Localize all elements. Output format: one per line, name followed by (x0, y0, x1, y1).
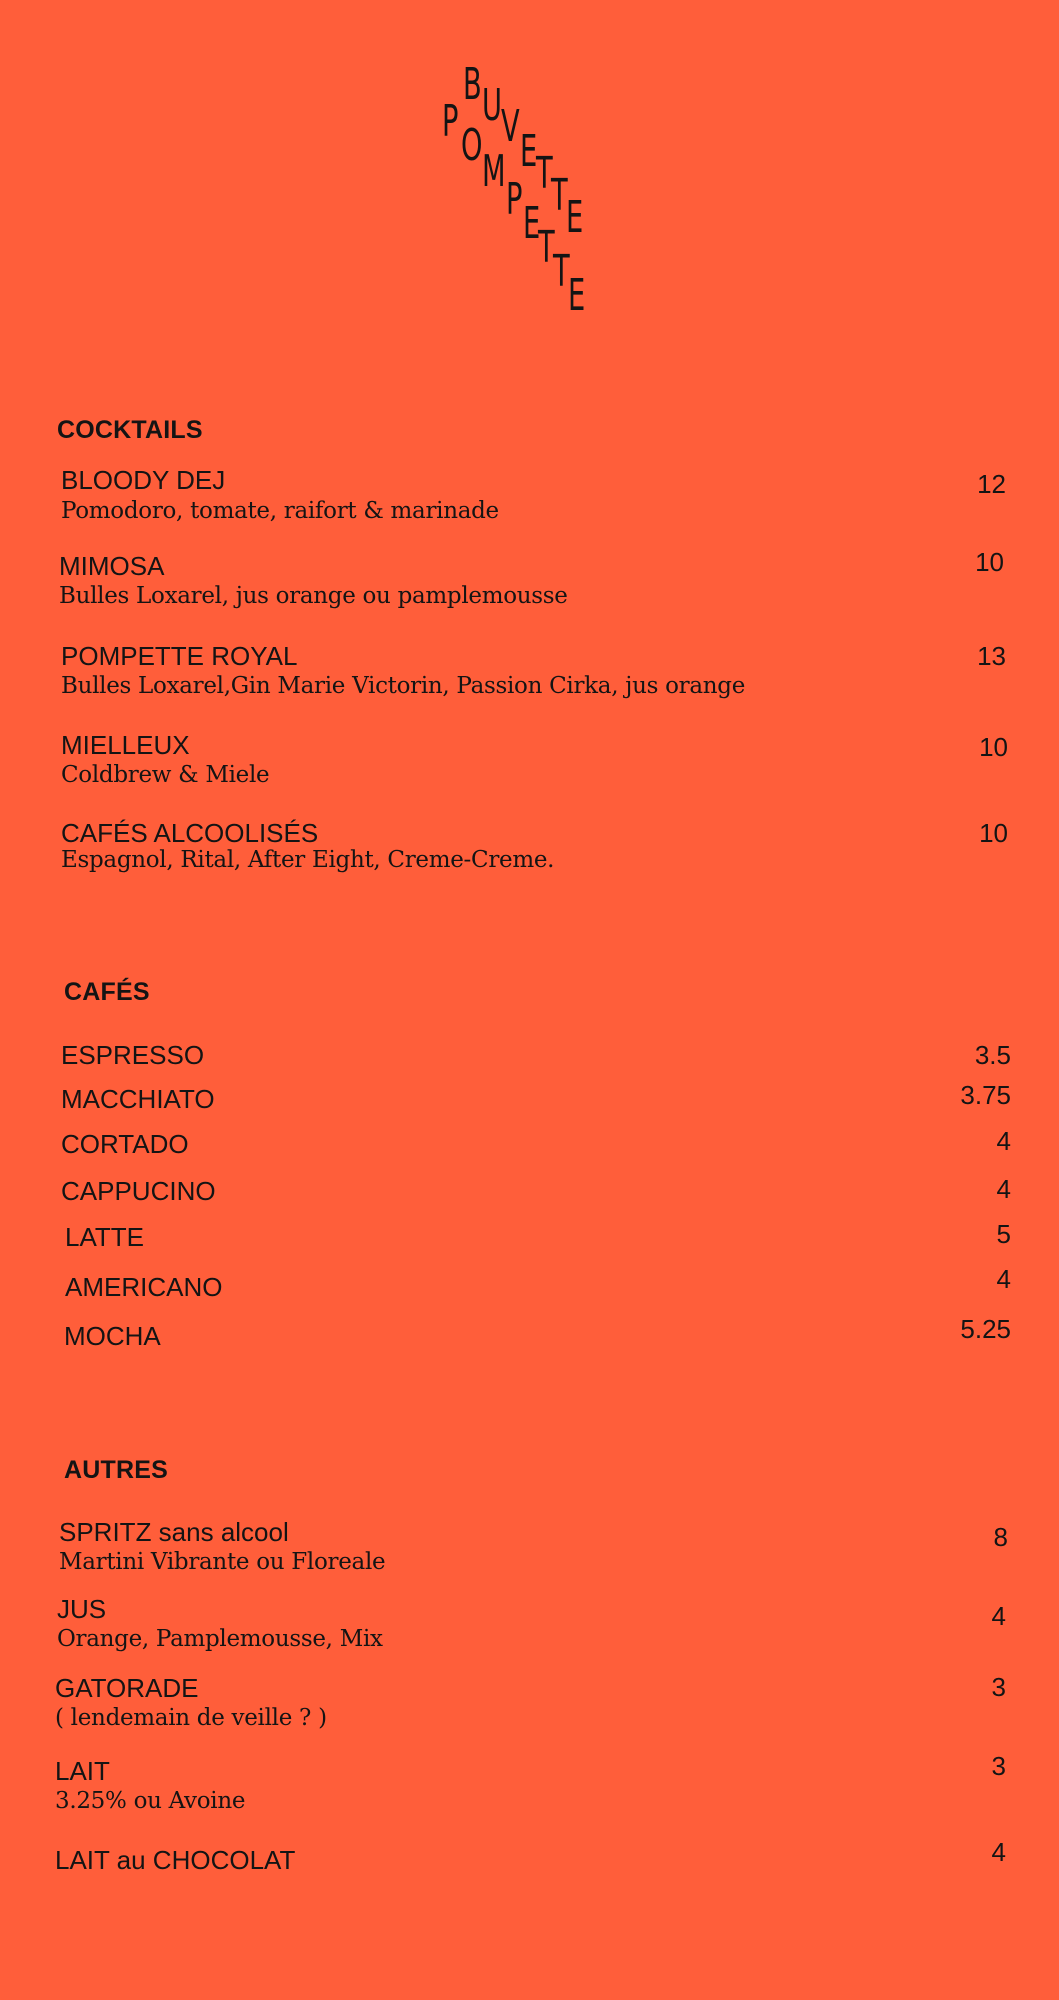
logo-letter: T (538, 222, 555, 273)
item-price: 5.25 (960, 1314, 1011, 1344)
item-description: 3.25% ou Avoine (55, 1788, 246, 1814)
item-name: MOCHA (64, 1321, 161, 1351)
item-price: 3.75 (960, 1080, 1011, 1110)
item-name: BLOODY DEJ (61, 465, 226, 495)
item-price: 4 (996, 1264, 1011, 1294)
item-name: CORTADO (61, 1129, 189, 1159)
item-name: POMPETTE ROYAL (61, 641, 298, 671)
item-name: ESPRESSO (61, 1040, 205, 1070)
item-price: 12 (977, 469, 1006, 499)
item-price: 4 (996, 1174, 1011, 1204)
item-price: 10 (975, 547, 1004, 577)
item-description: ( lendemain de veille ? ) (55, 1705, 327, 1731)
item-price: 3.5 (974, 1040, 1011, 1070)
logo-letter: M (482, 146, 506, 197)
item-description: Coldbrew & Miele (61, 762, 270, 788)
item-name: LATTE (65, 1222, 144, 1252)
logo-letter: T (536, 148, 553, 199)
item-description: Pomodoro, tomate, raifort & marinade (61, 498, 499, 524)
item-description: Bulles Loxarel,Gin Marie Victorin, Passion Cirka, jus orange (61, 673, 746, 699)
logo-letter: V (501, 101, 520, 152)
item-name: LAIT au CHOCOLAT (55, 1845, 296, 1875)
item-name: MIMOSA (59, 551, 165, 581)
item-price: 10 (979, 732, 1008, 762)
item-price: 4 (991, 1837, 1006, 1867)
item-description: Orange, Pamplemousse, Mix (57, 1626, 383, 1652)
item-name: GATORADE (55, 1673, 199, 1703)
item-price: 4 (991, 1601, 1006, 1631)
section-title-cocktails: COCKTAILS (57, 416, 203, 444)
item-price: 10 (979, 818, 1008, 848)
logo-letter: P (506, 174, 523, 225)
logo-letter: T (551, 170, 568, 221)
logo-letter: E (523, 198, 541, 249)
logo-letter: O (461, 120, 483, 171)
logo-letter: U (482, 80, 502, 131)
item-name: CAPPUCINO (61, 1176, 216, 1206)
logo-letter: T (553, 246, 570, 297)
item-price: 5 (996, 1219, 1011, 1249)
item-name: JUS (57, 1594, 107, 1624)
item-price: 4 (996, 1126, 1011, 1156)
item-price: 8 (993, 1522, 1008, 1552)
logo (430, 59, 630, 321)
item-name: MIELLEUX (61, 730, 190, 760)
item-price: 3 (991, 1751, 1006, 1781)
item-price: 3 (991, 1672, 1006, 1702)
logo-letter: P (442, 96, 459, 147)
item-name: CAFÉS ALCOOLISÉS (61, 818, 319, 848)
item-description: Espagnol, Rital, After Eight, Creme-Creme. (61, 847, 555, 873)
section-title-autres: AUTRES (64, 1456, 168, 1484)
item-name: MACCHIATO (61, 1084, 215, 1114)
item-description: Bulles Loxarel, jus orange ou pamplemousse (59, 583, 568, 609)
item-name: SPRITZ sans alcool (59, 1517, 289, 1547)
logo-letter: E (566, 192, 584, 243)
item-name: AMERICANO (65, 1272, 223, 1302)
item-description: Martini Vibrante ou Floreale (59, 1549, 386, 1575)
logo-letter: B (463, 59, 482, 110)
logo-letter: E (568, 270, 586, 321)
item-name: LAIT (55, 1756, 110, 1786)
section-title-cafes: CAFÉS (64, 978, 150, 1006)
item-price: 13 (977, 641, 1006, 671)
logo-letter: E (520, 126, 538, 177)
